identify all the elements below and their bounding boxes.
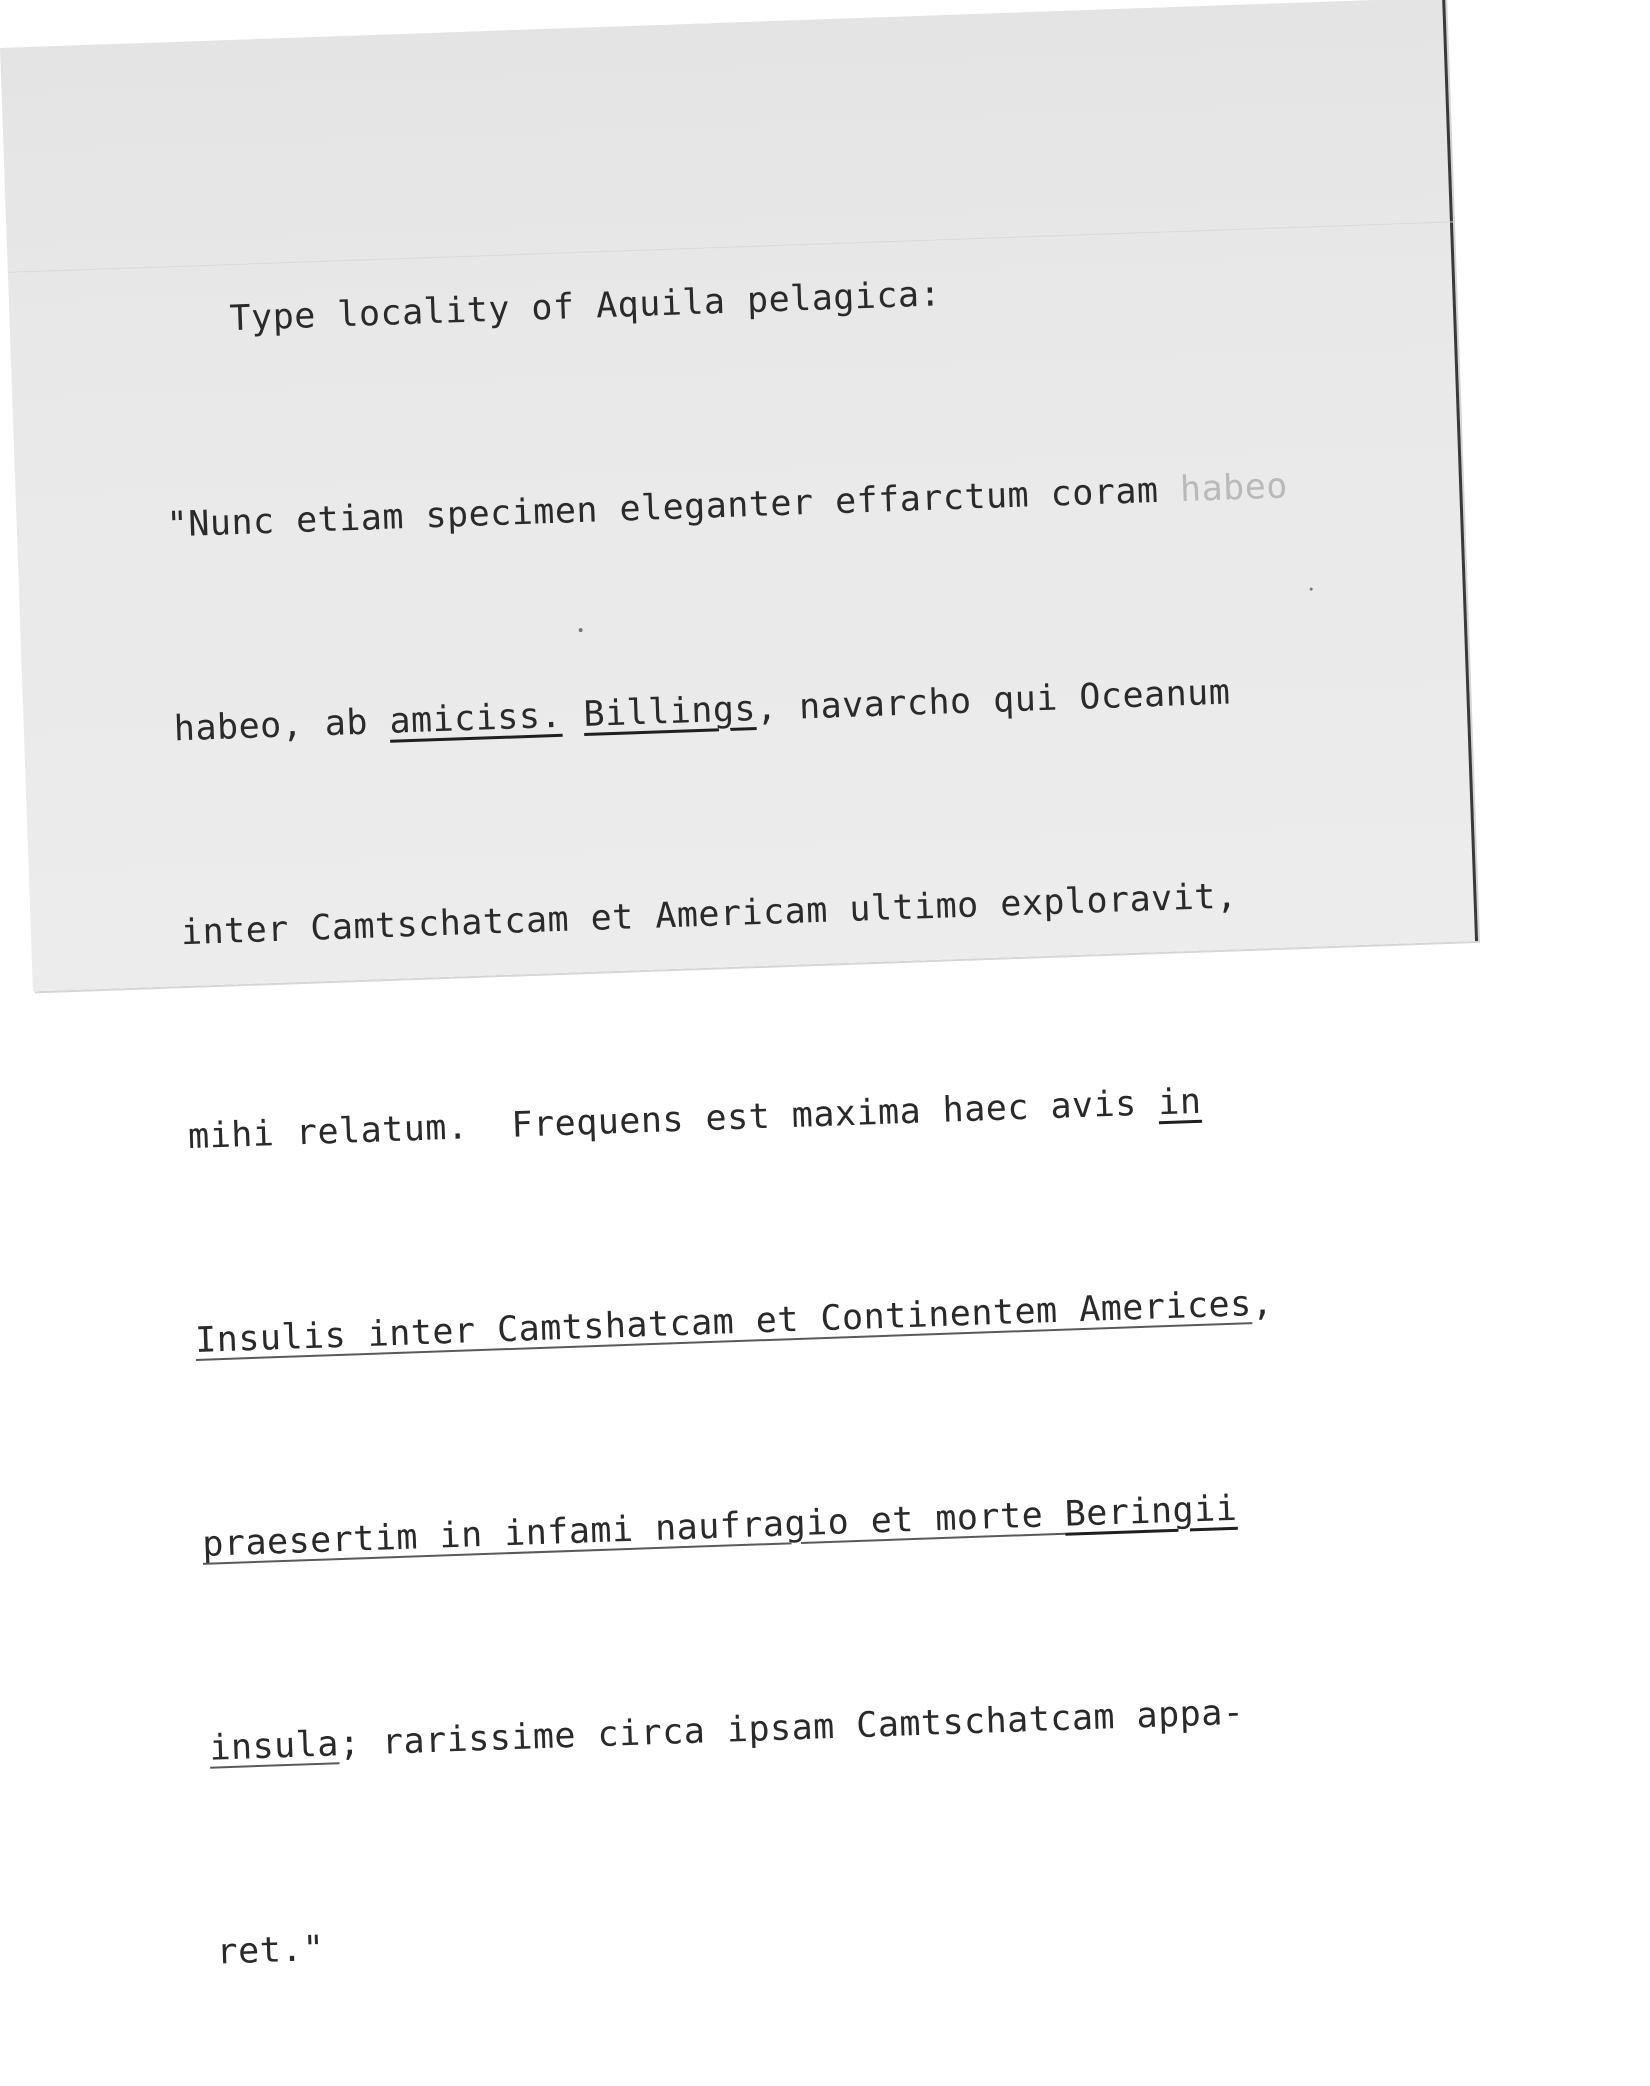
note-line-3: inter Camtschatcam et Americam ultimo exploravit, bbox=[180, 876, 1239, 954]
note-line-4-text: mihi relatum. Frequens est maxima haec avis bbox=[187, 1083, 1159, 1158]
note-line-7-text: ; rarissime circa ipsam Camtschatcam appa- bbox=[338, 1692, 1246, 1765]
note-line-2-start: habeo, ab bbox=[173, 701, 391, 750]
note-line-2-end: , navarcho qui Oceanum bbox=[755, 672, 1231, 730]
note-line-5-comma: , bbox=[1250, 1283, 1274, 1325]
pencil-underlined-line-6: praesertim in infami naufragio et morte bbox=[201, 1494, 1066, 1565]
note-line-7 bbox=[209, 1680, 1470, 1775]
note-line-1-text: "Nunc etiam specimen eleganter effarctum coram bbox=[166, 470, 1181, 546]
ink-speck bbox=[1310, 588, 1313, 591]
pencil-underlined-line-5: Insulis inter Camtshatcam et Continentem Americes bbox=[194, 1284, 1253, 1361]
slip-torn-edge bbox=[1442, 0, 1478, 941]
underlined-amiciss: amiciss. bbox=[388, 695, 563, 742]
note-line-2 bbox=[173, 660, 1434, 755]
pencil-underlined-insula: insula bbox=[208, 1724, 340, 1769]
note-line-2-gap bbox=[561, 695, 584, 736]
struck-faded-word: habeo bbox=[1179, 466, 1289, 511]
typewritten-note bbox=[155, 151, 1480, 2081]
underlined-billings: Billings bbox=[582, 689, 757, 736]
note-line-5 bbox=[194, 1272, 1455, 1367]
note-line-4 bbox=[187, 1068, 1448, 1163]
note-line-8: ret." bbox=[215, 1928, 326, 1973]
underlined-beringii: Beringii bbox=[1064, 1488, 1238, 1535]
note-line-1 bbox=[166, 457, 1427, 552]
underlined-in: in bbox=[1157, 1081, 1203, 1124]
note-line-6 bbox=[201, 1476, 1462, 1571]
note-heading: Type locality of Aquila pelagica: bbox=[228, 274, 942, 340]
